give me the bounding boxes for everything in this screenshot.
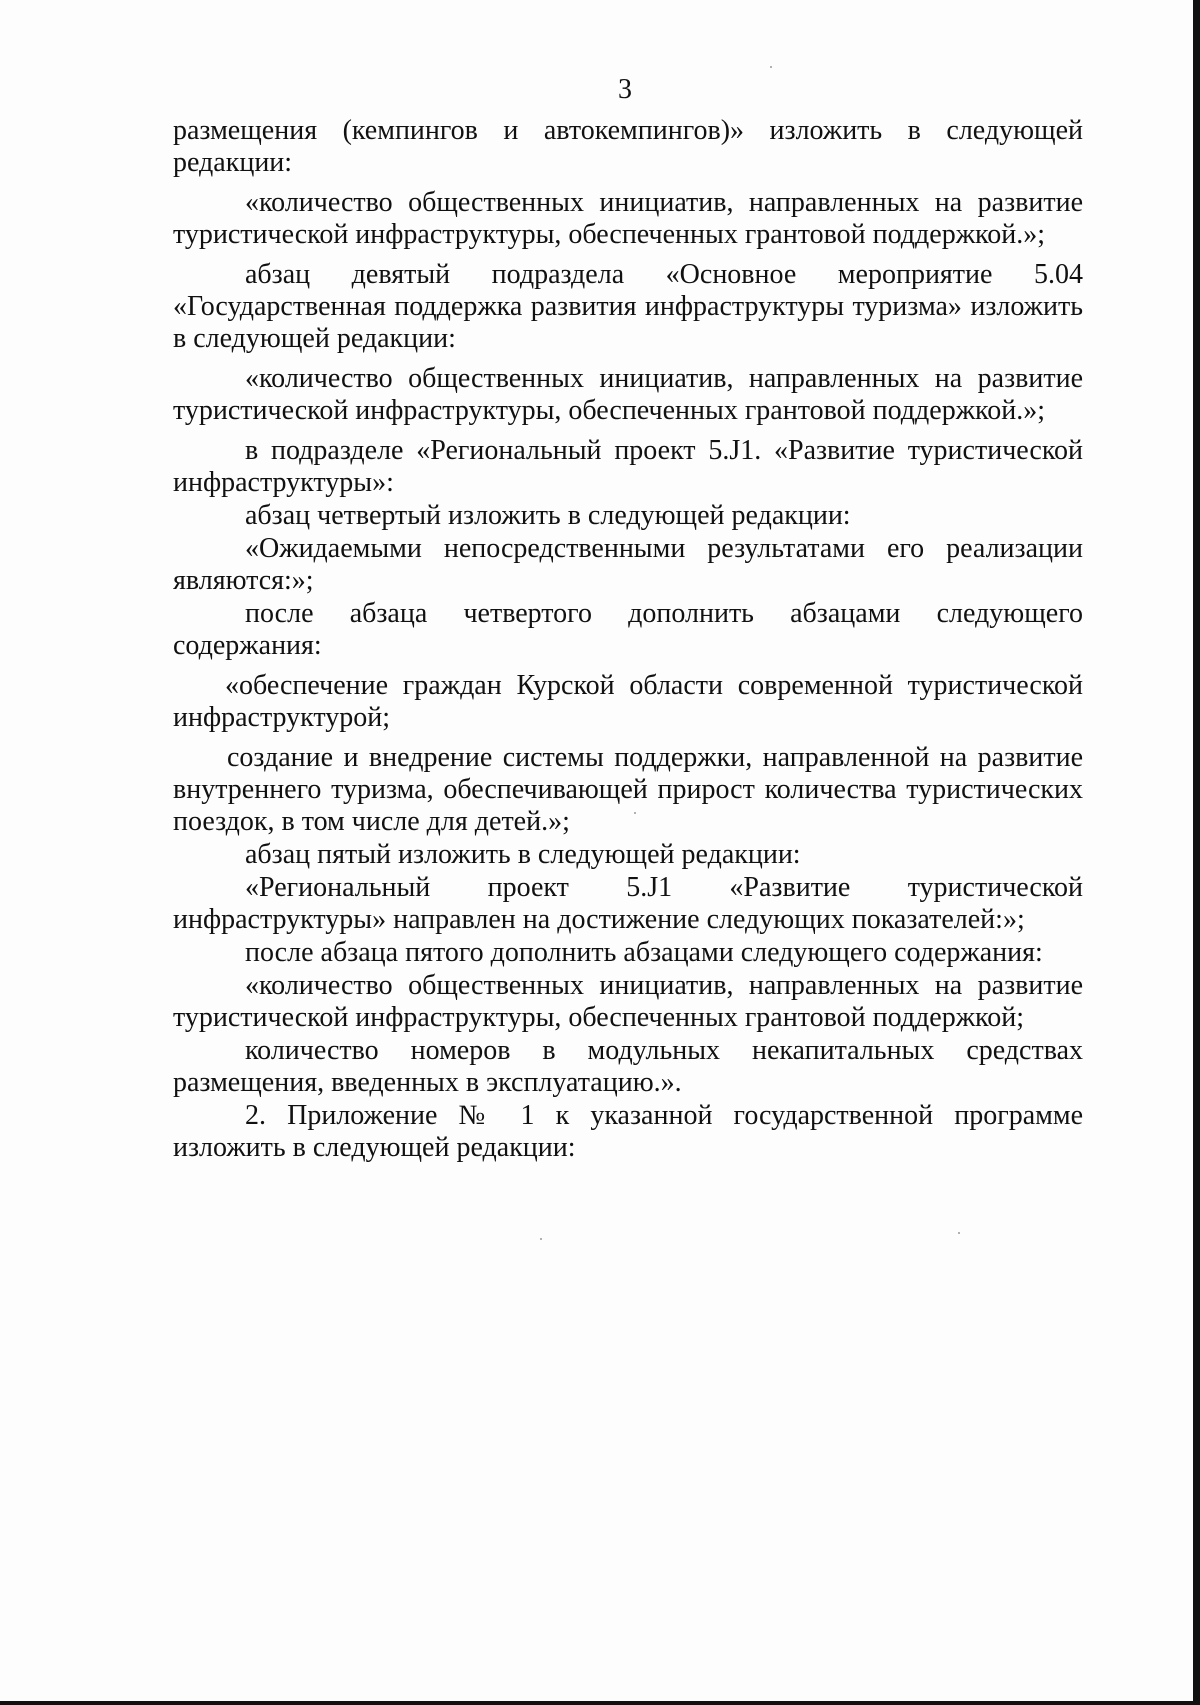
scan-speck <box>958 1232 960 1234</box>
paragraph-9: «обеспечение граждан Курской области современной туристической инфраструктурой; <box>173 670 1083 733</box>
paragraph-2: «количество общественных инициатив, направленных на развитие туристической инфраструктуры, обеспеченных грантовой поддержкой.»; <box>173 187 1083 250</box>
paragraph-8: после абзаца четвертого дополнить абзацами следующего содержания: <box>173 598 1083 661</box>
scan-edge-right <box>1193 0 1200 1705</box>
paragraph-10: создание и внедрение системы поддержки, направленной на развитие внутреннего туризма, обеспечивающей прирост количества туристических поездок, в том числе для детей.»; <box>173 742 1083 837</box>
page-number: 3 <box>618 74 632 105</box>
paragraph-7: «Ожидаемыми непосредственными результатами его реализации являются:»; <box>173 533 1083 596</box>
paragraph-4: «количество общественных инициатив, направленных на развитие туристической инфраструктуры, обеспеченных грантовой поддержкой.»; <box>173 363 1083 426</box>
scan-speck <box>770 66 772 68</box>
paragraph-6: абзац четвертый изложить в следующей редакции: <box>245 500 851 531</box>
paragraph-14: «количество общественных инициатив, направленных на развитие туристической инфраструктуры, обеспеченных грантовой поддержкой; <box>173 970 1083 1033</box>
paragraph-11: абзац пятый изложить в следующей редакции: <box>245 839 801 870</box>
paragraph-13: после абзаца пятого дополнить абзацами следующего содержания: <box>245 937 1043 968</box>
scan-edge-bottom <box>0 1701 1200 1705</box>
paragraph-5: в подразделе «Региональный проект 5.J1. «Развитие туристической инфраструктуры»: <box>173 435 1083 498</box>
scan-speck <box>634 812 636 814</box>
paragraph-1: размещения (кемпингов и автокемпингов)» изложить в следующей редакции: <box>173 115 1083 178</box>
paragraph-3: абзац девятый подраздела «Основное мероприятие 5.04 «Государственная поддержка развития инфраструктуры туризма» изложить в следующей редакции: <box>173 259 1083 354</box>
paragraph-16: 2. Приложение № 1 к указанной государственной программе изложить в следующей редакции: <box>173 1100 1083 1163</box>
paragraph-12: «Региональный проект 5.J1 «Развитие туристической инфраструктуры» направлен на достижение следующих показателей:»; <box>173 872 1083 935</box>
document-body <box>173 115 1083 1165</box>
scan-speck <box>540 1238 542 1240</box>
paragraph-15: количество номеров в модульных некапитальных средствах размещения, введенных в эксплуатацию.». <box>173 1035 1083 1098</box>
